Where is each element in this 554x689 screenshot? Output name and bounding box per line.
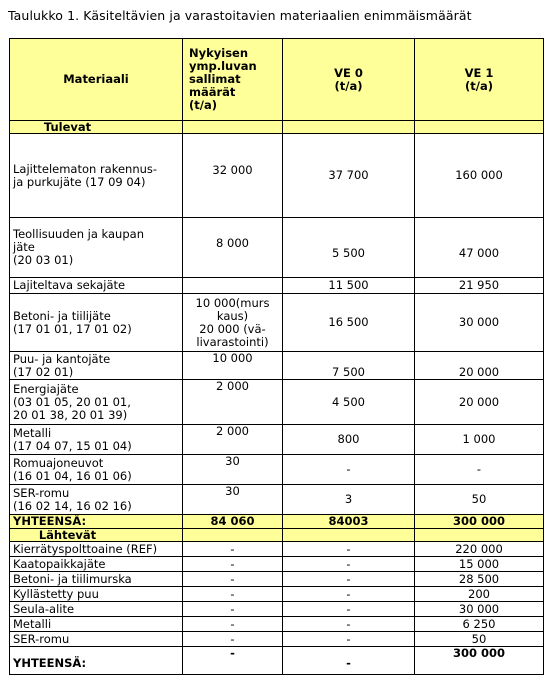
ve0-value: - xyxy=(283,602,415,617)
ve0-value: 37 700 xyxy=(283,134,415,218)
table-row xyxy=(10,134,544,218)
ve1-value: - xyxy=(415,455,544,485)
table-row xyxy=(10,455,544,485)
material-name: SER-romu (16 02 14, 16 02 16) xyxy=(10,485,183,515)
material-name: Energiajäte (03 01 05, 20 01 01, 20 01 38, 20 01 39) xyxy=(10,380,183,425)
nykyisen-value: 30 xyxy=(183,455,283,485)
nykyisen-value: 30 xyxy=(183,485,283,515)
ve1-value: 30 000 xyxy=(415,602,544,617)
table-row xyxy=(10,602,544,617)
ve1-value: 160 000 xyxy=(415,134,544,218)
table-row xyxy=(10,572,544,587)
ve1-value: 50 xyxy=(415,632,544,647)
material-name: Betoni- ja tiilimurska xyxy=(10,572,183,587)
table-caption: Taulukko 1. Käsiteltävien ja varastoitavien materiaalien enimmäismäärät xyxy=(8,8,472,23)
table-row xyxy=(10,425,544,455)
total-label: YHTEENSÄ: xyxy=(10,515,183,529)
total-label: YHTEENSÄ: xyxy=(10,647,183,675)
ve0-value: - xyxy=(283,617,415,632)
table-row xyxy=(10,278,544,294)
nykyisen-value: - xyxy=(183,617,283,632)
section-label-lahtevat: Lähtevät xyxy=(10,529,183,542)
ve1-value: 30 000 xyxy=(415,294,544,352)
material-name: Kierrätyspolttoaine (REF) xyxy=(10,542,183,557)
ve0-value: - xyxy=(283,557,415,572)
table-row xyxy=(10,617,544,632)
nykyisen-value: - xyxy=(183,542,283,557)
material-name: Betoni- ja tiilijäte (17 01 01, 17 01 02) xyxy=(10,294,183,352)
header-ve1: VE 1 (t/a) xyxy=(415,39,544,121)
ve1-value: 15 000 xyxy=(415,557,544,572)
material-name: Teollisuuden ja kaupan jäte (20 03 01) xyxy=(10,218,183,278)
material-name: Metalli (17 04 07, 15 01 04) xyxy=(10,425,183,455)
header-ve0: VE 0 (t/a) xyxy=(283,39,415,121)
ve1-value: 50 xyxy=(415,485,544,515)
section-row-lahtevat xyxy=(10,529,544,542)
nykyisen-value: 2 000 xyxy=(183,425,283,455)
nykyisen-value: - xyxy=(183,632,283,647)
material-name: Kyllästetty puu xyxy=(10,587,183,602)
table-row xyxy=(10,218,544,278)
ve1-value: 20 000 xyxy=(415,380,544,425)
total-nykyisen: - xyxy=(183,647,283,675)
material-name: Romuajoneuvot (16 01 04, 16 01 06) xyxy=(10,455,183,485)
total-row-lahtevat xyxy=(10,647,544,675)
header-row xyxy=(10,39,544,121)
section-row-tulevat xyxy=(10,121,544,134)
materials-table xyxy=(9,38,544,675)
header-nykyisen: Nykyisen ymp.luvan sallimat määrät (t/a) xyxy=(183,39,283,121)
total-nykyisen: 84 060 xyxy=(183,515,283,529)
table-row xyxy=(10,557,544,572)
material-name: Kaatopaikkajäte xyxy=(10,557,183,572)
nykyisen-value: 8 000 xyxy=(183,218,283,278)
ve0-value: - xyxy=(283,572,415,587)
ve0-value: 11 500 xyxy=(283,278,415,294)
ve0-value: 7 500 xyxy=(283,352,415,380)
material-name: SER-romu xyxy=(10,632,183,647)
nykyisen-value: - xyxy=(183,587,283,602)
nykyisen-value: 10 000(murs kaus) 20 000 (vä- livarastointi) xyxy=(183,294,283,352)
ve1-value: 6 250 xyxy=(415,617,544,632)
ve1-value: 1 000 xyxy=(415,425,544,455)
table-row xyxy=(10,380,544,425)
header-materiaali: Materiaali xyxy=(10,39,183,121)
material-name: Lajiteltava sekajäte xyxy=(10,278,183,294)
ve0-value: 3 xyxy=(283,485,415,515)
ve1-value: 20 000 xyxy=(415,352,544,380)
nykyisen-value: - xyxy=(183,572,283,587)
ve0-value: - xyxy=(283,455,415,485)
ve0-value: - xyxy=(283,587,415,602)
table-row xyxy=(10,352,544,380)
ve0-value: - xyxy=(283,632,415,647)
ve1-value: 21 950 xyxy=(415,278,544,294)
total-ve0: - xyxy=(283,647,415,675)
nykyisen-value: 10 000 xyxy=(183,352,283,380)
table-row xyxy=(10,485,544,515)
ve1-value: 28 500 xyxy=(415,572,544,587)
ve1-value: 200 xyxy=(415,587,544,602)
table-row xyxy=(10,587,544,602)
nykyisen-value: 32 000 xyxy=(183,134,283,218)
material-name: Seula-alite xyxy=(10,602,183,617)
table-row xyxy=(10,632,544,647)
ve1-value: 220 000 xyxy=(415,542,544,557)
total-ve1: 300 000 xyxy=(415,647,544,675)
ve0-value: 16 500 xyxy=(283,294,415,352)
total-ve1: 300 000 xyxy=(415,515,544,529)
table-row xyxy=(10,294,544,352)
table-row xyxy=(10,542,544,557)
nykyisen-value: - xyxy=(183,557,283,572)
nykyisen-value xyxy=(183,278,283,294)
nykyisen-value: - xyxy=(183,602,283,617)
nykyisen-value: 2 000 xyxy=(183,380,283,425)
material-name: Metalli xyxy=(10,617,183,632)
section-label-tulevat: Tulevat xyxy=(10,121,183,134)
material-name: Lajittelematon rakennus- ja purkujäte (17 09 04) xyxy=(10,134,183,218)
total-ve0: 84003 xyxy=(283,515,415,529)
material-name: Puu- ja kantojäte (17 02 01) xyxy=(10,352,183,380)
ve0-value: 5 500 xyxy=(283,218,415,278)
ve1-value: 47 000 xyxy=(415,218,544,278)
ve0-value: 4 500 xyxy=(283,380,415,425)
ve0-value: 800 xyxy=(283,425,415,455)
total-row-tulevat xyxy=(10,515,544,529)
ve0-value: - xyxy=(283,542,415,557)
